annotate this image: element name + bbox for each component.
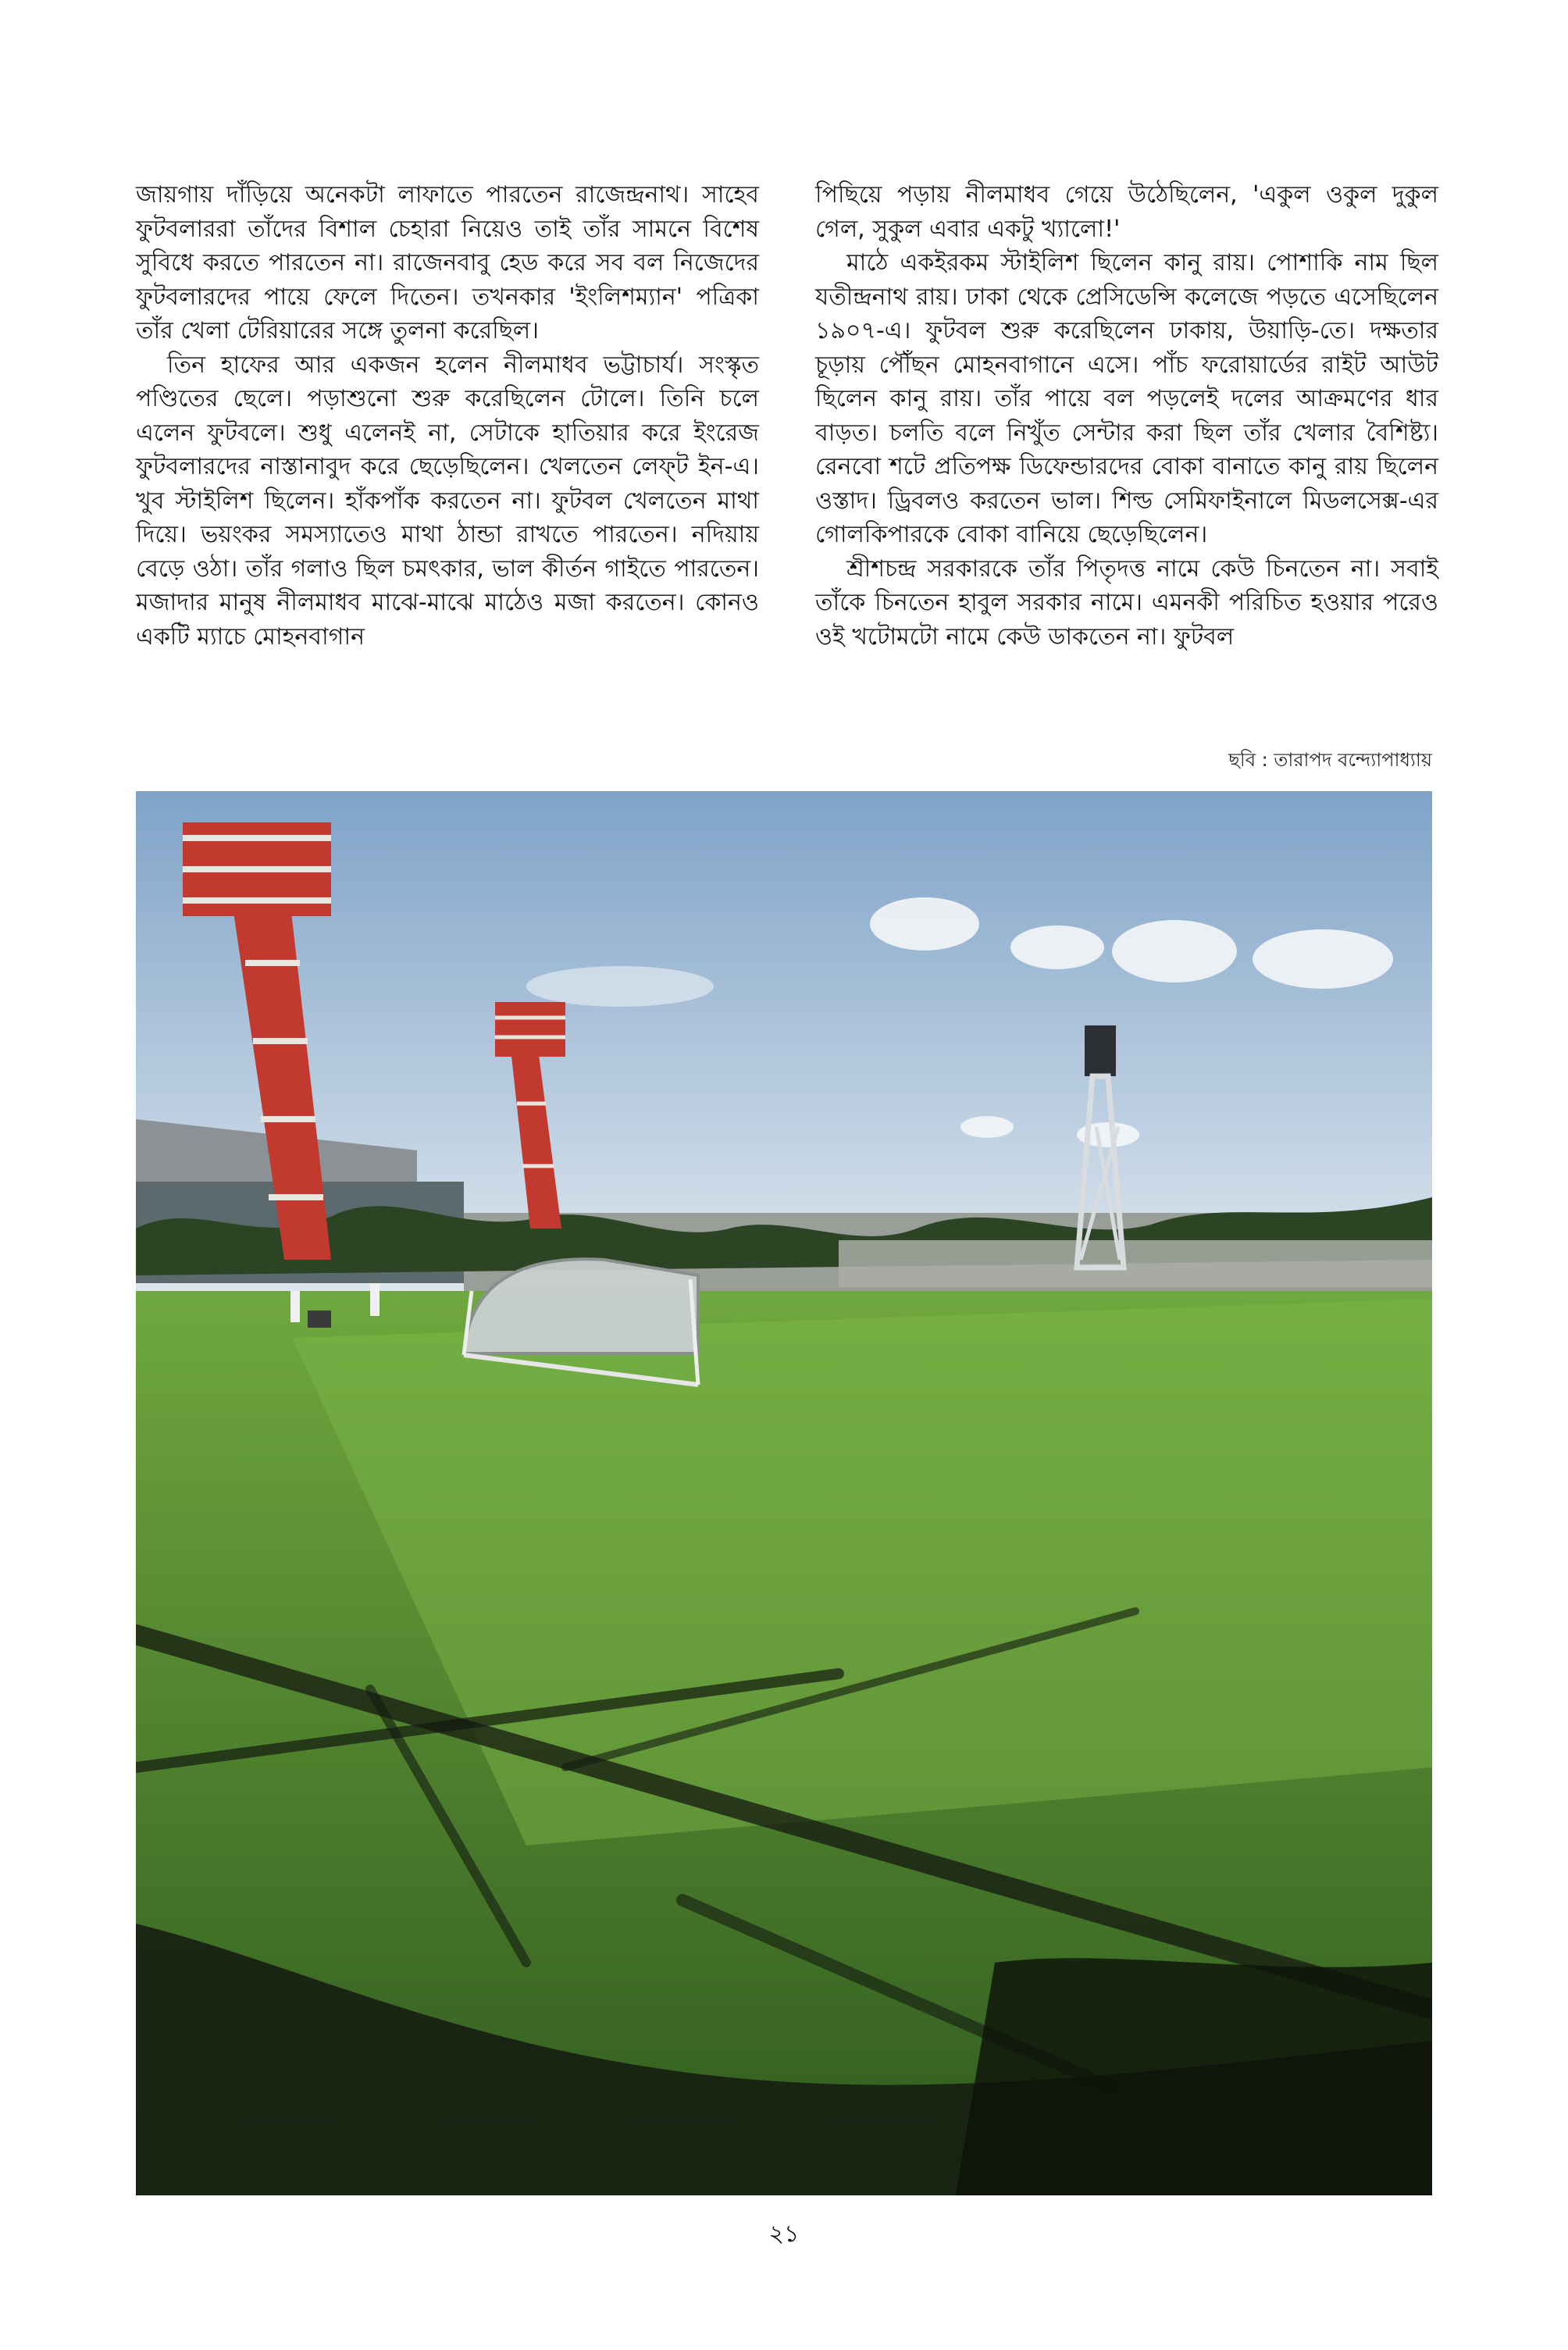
page-number: ২১ xyxy=(768,2220,800,2248)
paragraph: তিন হাফের আর একজন হলেন নীলমাধব ভট্টাচার্য। সংস্কৃত পণ্ডিতের ছেলে। পড়াশুনো শুরু করেছিলেন টোলে। তিনি চলে এলেন ফুটবলে। শুধু এলেনই না, সেটাকে হাতিয়ার করে ইংরেজ ফুটবলারদের নাস্তানাবুদ করে ছেড়েছিলেন। খেলতেন লেফ্‌ট ইন-এ। খুব স্টাইলিশ ছিলেন। হাঁকপাঁক করতেন না। ফুটবল খেলতেন মাথা দিয়ে। ভয়ংকর সমস্যাতেও মাথা ঠান্ডা রাখতে পারতেন। নদিয়ায় বেড়ে ওঠা। তাঁর গলাও ছিল চমৎকার, ভাল কীর্তন গাইতে পারতেন। মজাদার মানুষ নীলমাধব মাঝে-মাঝে মাঠেও মজা করতেন। কোনও একটি ম্যাচে মোহনবাগান xyxy=(136,351,759,651)
paragraph: জায়গায় দাঁড়িয়ে অনেকটা লাফাতে পারতেন রাজেন্দ্রনাথ। সাহেব ফুটবলাররা তাঁদের বিশাল চেহারা নিয়েও তাই তাঁর সামনে বিশেষ সুবিধে করতে পারতেন না। রাজেনবাবু হেড করে সব বল নিজেদের ফুটবলারদের পায়ে ফেলে দিতেন। তখনকার 'ইংলিশম্যান' পত্রিকা তাঁর খেলা টেরিয়ারের সঙ্গে তুলনা করেছিল। xyxy=(136,181,759,344)
left-text-column xyxy=(136,178,759,654)
paragraph: শ্রীশচন্দ্র সরকারকে তাঁর পিতৃদত্ত নামে কেউ চিনতেন না। সবাই তাঁকে চিনতেন হাবুল সরকার নামে। এমনকী পরিচিত হওয়ার পরেও ওই খটোমটো নামে কেউ ডাকতেন না। ফুটবল xyxy=(815,555,1438,651)
photo-credit: ছবি : তারাপদ বন্দ্যোপাধ্যায় xyxy=(1228,749,1432,771)
stadium-photo xyxy=(136,791,1432,2195)
paragraph: মাঠে একইরকম স্টাইলিশ ছিলেন কানু রায়। পোশাকি নাম ছিল যতীন্দ্রনাথ রায়। ঢাকা থেকে প্রেসিডেন্সি কলেজে পড়তে এসেছিলেন ১৯০৭-এ। ফুটবল শুরু করেছিলেন ঢাকায়, উয়াড়ি-তে। দক্ষতার চূড়ায় পৌঁছন মোহনবাগানে এসে। পাঁচ ফরোয়ার্ডের রাইট আউট ছিলেন কানু রায়। তাঁর পায়ে বল পড়লেই দলের আক্রমণের ধার বাড়ত। চলতি বলে নিখুঁত সেন্টার করা ছিল তাঁর খেলার বৈশিষ্ট্য। রেনবো শটে প্রতিপক্ষ ডিফেন্ডারদের বোকা বানাতে কানু রায় ছিলেন ওস্তাদ। ড্রিবলও করতেন ভাল। শিল্ড সেমিফাইনালে মিডলসেক্স-এর গোলকিপারকে বোকা বানিয়ে ছেড়েছিলেন। xyxy=(815,249,1438,548)
stand-seats xyxy=(839,1240,1432,1287)
paragraph: পিছিয়ে পড়ায় নীলমাধব গেয়ে উঠেছিলেন, 'একুল ওকুল দুকুল গেল, সুকুল এবার একটু খ্যালো!' xyxy=(815,181,1438,243)
stadium-illustration xyxy=(136,791,1432,2195)
right-text-column xyxy=(815,178,1438,654)
foreground-shadow-right xyxy=(956,1958,1432,2195)
